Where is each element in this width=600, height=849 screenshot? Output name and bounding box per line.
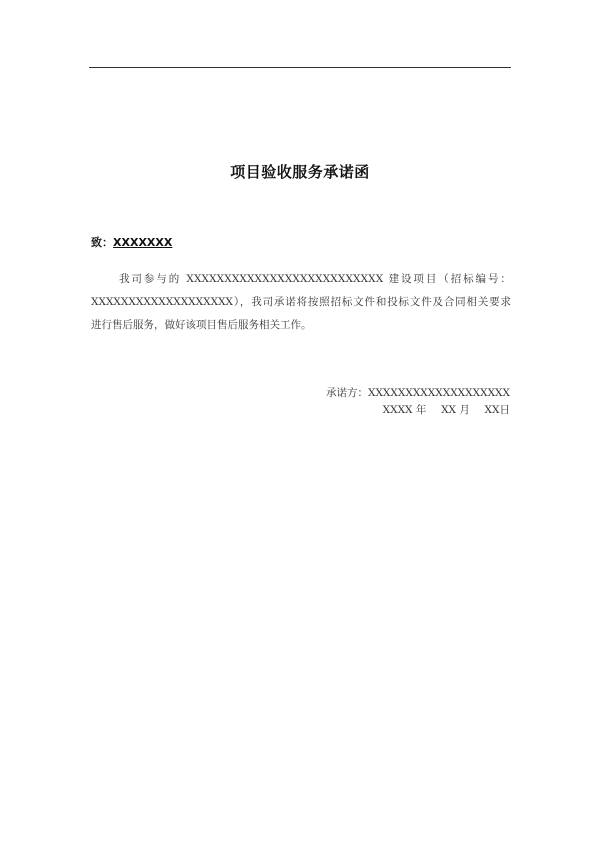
- addressee-line: [91, 234, 172, 250]
- header-rule: [89, 67, 511, 68]
- date-year: XXXX: [382, 404, 413, 416]
- body-line-1: 我司参与的 XXXXXXXXXXXXXXXXXXXXXXXXXX 建设项目（招标编号：: [119, 273, 511, 285]
- date-day: XX: [484, 404, 500, 416]
- body-line-2: XXXXXXXXXXXXXXXXXXX），我司承诺将按照招标文件和投标文件及合同相关要求: [91, 296, 511, 308]
- date-day-unit: 日: [499, 404, 510, 416]
- document-title: 项目验收服务承诺函: [230, 163, 370, 181]
- promisor-label: 承诺方：: [325, 387, 368, 399]
- date-month: XX: [441, 404, 457, 416]
- date-line: [383, 402, 510, 417]
- addressee-label: 致：: [91, 236, 113, 249]
- promisor-line: [326, 385, 510, 400]
- date-year-unit: 年: [415, 404, 427, 416]
- body-line-3: 进行售后服务，做好该项目售后服务相关工作。: [91, 319, 312, 331]
- addressee-name: XXXXXXX: [113, 236, 173, 249]
- date-month-unit: 月: [459, 404, 470, 416]
- body-paragraph: [91, 268, 511, 337]
- promisor-name: XXXXXXXXXXXXXXXXXXX: [367, 387, 510, 399]
